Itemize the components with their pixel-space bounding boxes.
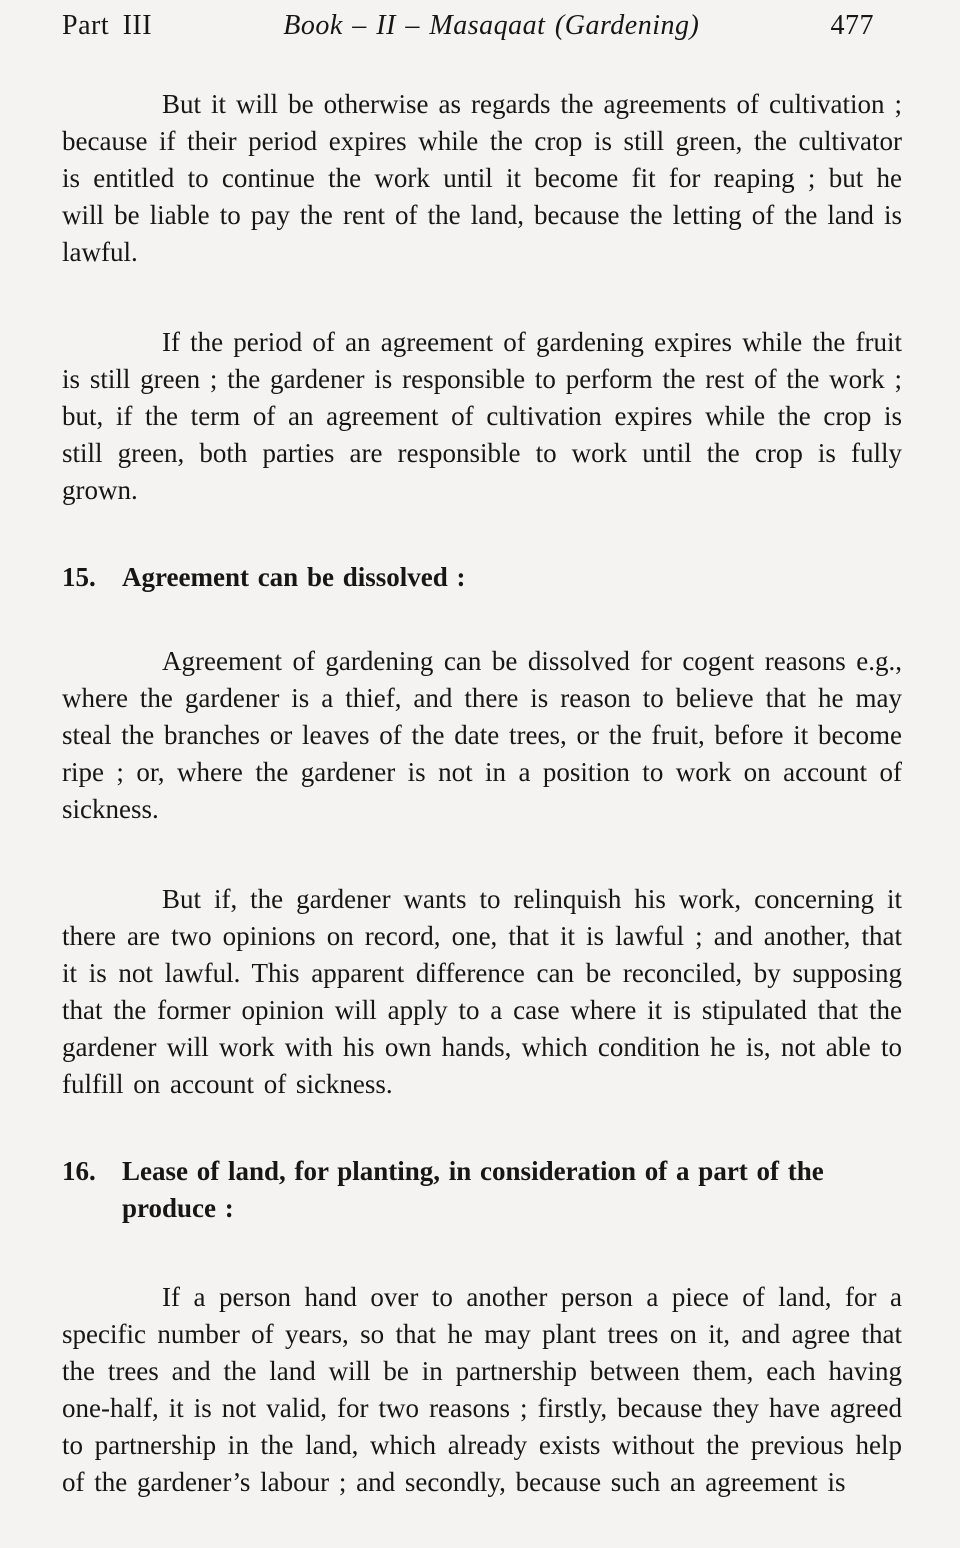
body-paragraph: If a person hand over to another person a piece of land, for a specific number of years, so that he may plant trees on it, and agree that the trees and the land will be in partnership between them, each having one-half, it is not valid, for two reasons ; firstly, because they have agreed to partnership in the land, which already exists without the previous help of the gardener’s labour ; and secondly, because such an agreement is [62,1282,902,1497]
header-part-label: Part III [62,10,153,41]
section-heading-16 [62,1153,902,1227]
running-header [62,10,902,42]
body-paragraph: Agreement of gardening can be dissolved for cogent reasons e.g., where the gardener is a thief, and there is reason to believe that he may steal the branches or leaves of the date trees, or the fruit, before it become ripe ; or, where the gardener is not in a position to work on account of sickness. [62,646,902,824]
section-title: Lease of land, for planting, in consideration of a part of the produce : [122,1156,824,1223]
header-book-title: Book – II – Masaqaat (Gardening) [283,10,700,41]
body-paragraph: If the period of an agreement of gardening expires while the fruit is still green ; the gardener is responsible to perform the rest of the work ; but, if the term of an agreement of cultivation expires while the crop is still green, both parties are responsible to work until the crop is fully grown. [62,327,902,505]
section-number: 15. [62,562,96,592]
header-page-number: 477 [830,10,874,41]
section-title: Agreement can be dissolved : [122,562,466,592]
page-body [62,86,902,1501]
body-paragraph: But it will be otherwise as regards the agreements of cultivation ; because if their period expires while the crop is still green, the cultivator is entitled to continue the work until it become fit for reaping ; but he will be liable to pay the rent of the land, because the letting of the land is lawful. [62,89,902,267]
section-number: 16. [62,1156,96,1186]
section-heading-15 [62,559,902,596]
body-paragraph: But if, the gardener wants to relinquish his work, concerning it there are two opinions on record, one, that it is lawful ; and another, that it is not lawful. This apparent difference can be reconciled, by supposing that the former opinion will apply to a case where it is stipulated that the gardener will work with his own hands, which condition he is, not able to fulfill on account of sickness. [62,884,902,1099]
